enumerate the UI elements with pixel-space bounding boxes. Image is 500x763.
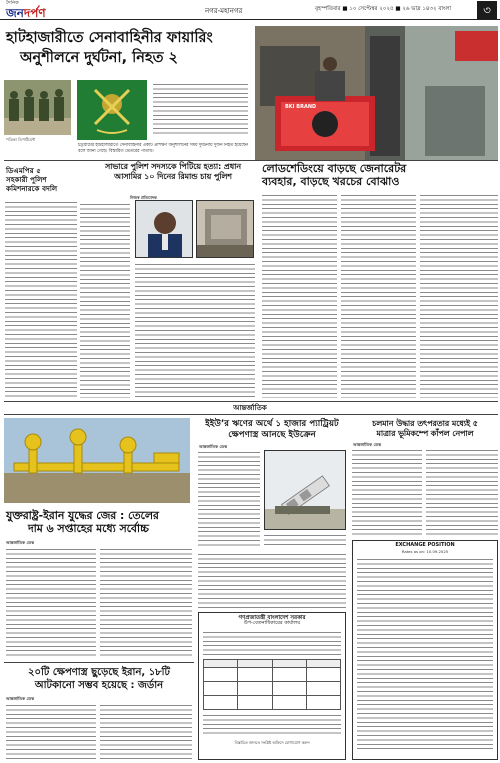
legal-notice-body bbox=[357, 557, 493, 752]
patriot-body-col2 bbox=[198, 552, 346, 608]
nepal-headline-line1: চলমান উদ্ধার তৎপরতার মধ্যেই ৫ bbox=[372, 419, 478, 428]
nepal-byline: আন্তর্জাতিক ডেস্ক bbox=[353, 442, 381, 447]
oil-headline-line2: দাম ৬ সপ্তাহের মধ্যে সর্বোচ্চ bbox=[28, 522, 149, 535]
dmp-headline-line1: ডিএমপির ৫ bbox=[6, 166, 41, 175]
savar-portrait bbox=[135, 200, 193, 258]
loadshedding-body-col2 bbox=[341, 193, 416, 398]
dmp-headline bbox=[6, 166, 76, 193]
legal-notice-heading: EXCHANGE POSITION bbox=[395, 542, 455, 548]
loadshedding-headline-line1: লোডশেডিংয়ে বাড়ছে জেনারেটর bbox=[262, 162, 407, 175]
nepal-headline-line2: মাত্রার ভূমিকম্পে কাঁপল নেপাল bbox=[376, 429, 474, 438]
patriot-headline bbox=[198, 419, 346, 441]
notice-subtitle: উপ-বেতনাধিকারের কার্যালয় bbox=[243, 620, 301, 627]
jordan-byline: আন্তর্জাতিক ডেস্ক bbox=[6, 696, 34, 701]
savar-headline-line1: সাভারে পুলিশ সদস্যকে পিটিয়ে হত্যা: প্রধান bbox=[104, 162, 242, 171]
logo-tagline: দৈনিক bbox=[6, 0, 19, 6]
nepal-headline bbox=[352, 419, 498, 439]
patriot-photo-caption bbox=[264, 533, 346, 548]
oil-pipeline-photo bbox=[4, 418, 190, 503]
jordan-body-col2 bbox=[100, 703, 192, 759]
savar-byline: নিজস্ব প্রতিবেদক bbox=[130, 195, 157, 200]
loadshedding-headline bbox=[262, 162, 498, 188]
savar-headline bbox=[88, 162, 258, 182]
jordan-headline-line2: আটকানো সম্ভব হয়েছে : জর্ডান bbox=[34, 679, 164, 691]
notice-note: বিস্তারিত জানতে সংশ্লিষ্ট অফিসে যোগাযোগ করুন bbox=[234, 740, 310, 746]
generator-brand-label: BKI BRAND bbox=[285, 104, 317, 110]
savar-headline-line2: আসামির ১০ দিনের রিমান্ড চায় পুলিশ bbox=[114, 172, 232, 181]
logo-name-part2: দর্পণ bbox=[23, 6, 46, 20]
soldiers-photo-caption: পত্রিকা ডিপার্টমেন্ট bbox=[6, 137, 36, 142]
generator-photo bbox=[255, 26, 498, 160]
patriot-headline-line2: ক্ষেপণাস্ত্র আনছে ইউক্রেন bbox=[228, 430, 316, 440]
army-emblem bbox=[77, 80, 147, 140]
savar-body-col2 bbox=[135, 262, 255, 398]
patriot-headline-line1: ইইউ’র ঋণের অর্থে ১ হাজার প্যাট্রিয়ট bbox=[205, 419, 339, 429]
nepal-body-col2 bbox=[426, 448, 498, 536]
notice-title: গণপ্রজাতন্ত্রী বাংলাদেশ সরকার bbox=[238, 615, 306, 621]
patriot-byline: আন্তর্জাতিক ডেস্ক bbox=[199, 444, 227, 449]
story1-summary: চট্টগ্রামের হাটহাজারীতে সেনাবাহিনীর একটি প্রশিক্ষণ অনুশীলনের সময় দুর্ঘটনায় দুজন নিহত হয়েছেন বলে জানা গেছে। বিস্তারিত ভেতরের পাতায়। bbox=[78, 143, 248, 154]
oil-byline: আন্তর্জাতিক ডেস্ক bbox=[6, 540, 34, 545]
international-label: আন্তর্জাতিক bbox=[233, 404, 267, 412]
notice-footer-text bbox=[203, 713, 341, 737]
newspaper-logo bbox=[6, 2, 46, 22]
jordan-headline bbox=[6, 667, 192, 692]
loadshedding-headline-line2: ব্যবহার, বাড়ছে খরচের বোঝাও bbox=[262, 175, 400, 188]
divider bbox=[4, 160, 498, 161]
loadshedding-body-col1 bbox=[262, 193, 337, 398]
story1-body bbox=[153, 82, 248, 134]
notice-intro bbox=[203, 630, 341, 656]
divider bbox=[4, 401, 498, 402]
government-notice bbox=[198, 612, 346, 760]
story1-headline-line1: হাটহাজারীতে সেনাবাহিনীর ফায়ারিং bbox=[6, 30, 213, 46]
story1-headline-line2: অনুশীলনে দুর্ঘটনা, নিহত ২ bbox=[20, 49, 178, 66]
oil-body-col2 bbox=[100, 547, 192, 659]
oil-body-col1 bbox=[6, 547, 96, 659]
nepal-body-col1 bbox=[352, 448, 422, 536]
patriot-body-col1 bbox=[198, 450, 260, 548]
patriot-missile-photo bbox=[264, 450, 346, 530]
legal-notice-sub: Rates as on: 10.09.2025 bbox=[401, 548, 449, 554]
dateline: বৃহস্পতিবার ■ ১০ সেপ্টেম্বর ২০২৫ ■ ২৬ ভাদ্র ১৪৩২ বাংলা bbox=[315, 6, 452, 12]
savar-scene-photo bbox=[196, 200, 254, 258]
page-number: ৩ bbox=[477, 1, 497, 19]
oil-headline bbox=[6, 509, 192, 535]
dmp-headline-line2: সহকারী পুলিশ bbox=[6, 175, 47, 184]
loadshedding-body-col3 bbox=[420, 193, 498, 398]
jordan-body-col1 bbox=[6, 703, 96, 759]
story1-headline bbox=[6, 30, 256, 66]
dmp-headline-line3: কমিশনারকে বদলি bbox=[6, 184, 58, 193]
dmp-body bbox=[5, 200, 77, 398]
divider bbox=[4, 662, 194, 663]
logo-name-part1: জন bbox=[6, 6, 24, 20]
oil-headline-line1: যুক্তরাষ্ট্র-ইরান যুদ্ধের জের : তেলের bbox=[6, 509, 159, 522]
jordan-headline-line1: ২০টি ক্ষেপণাস্ত্র ছুড়েছে ইরান, ১৮টি bbox=[28, 667, 170, 678]
divider bbox=[4, 414, 498, 415]
section-title: নগর-মহানগর bbox=[205, 7, 243, 15]
soldiers-photo bbox=[4, 80, 71, 135]
notice-table bbox=[203, 659, 341, 710]
legal-notice bbox=[352, 540, 498, 760]
savar-body-col1 bbox=[80, 202, 130, 398]
